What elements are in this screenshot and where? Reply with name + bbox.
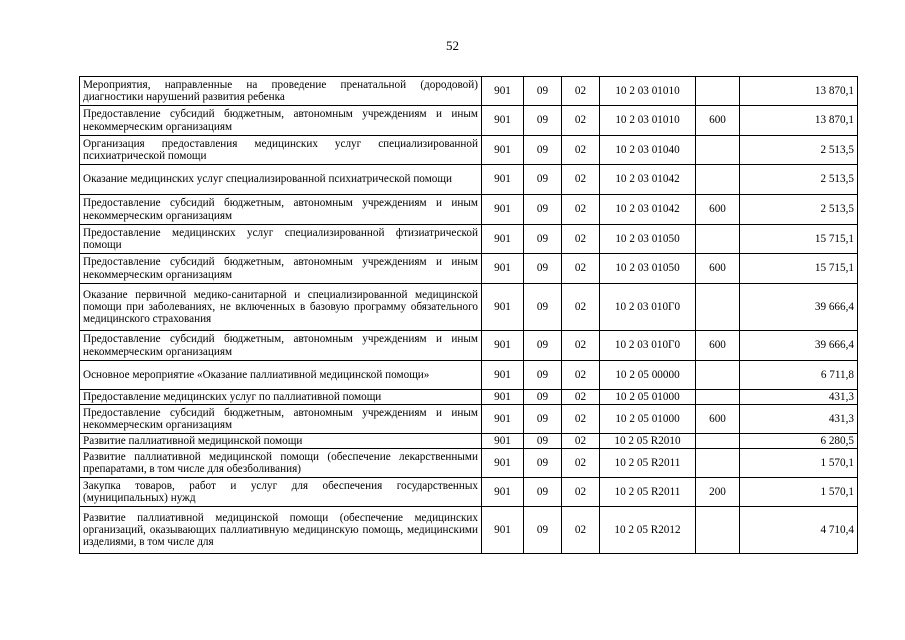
row-name-cell: Развитие паллиативной медицинской помощи [80,434,482,449]
amount-cell: 431,3 [740,390,858,405]
amount-cell: 13 870,1 [740,77,858,106]
table-row [80,254,858,284]
subsection-code-cell: 02 [562,225,600,254]
amount-cell: 2 513,5 [740,165,858,195]
ministry-code-cell: 901 [482,136,524,165]
target-code-cell: 10 2 03 01042 [600,165,696,195]
budget-table [79,76,858,554]
target-code-cell: 10 2 03 01050 [600,225,696,254]
table-row [80,434,858,449]
table-row [80,478,858,507]
table-row [80,195,858,225]
target-code-cell: 10 2 05 R2010 [600,434,696,449]
ministry-code-cell: 901 [482,106,524,136]
amount-cell: 431,3 [740,405,858,434]
target-code-cell: 10 2 05 R2011 [600,478,696,507]
ministry-code-cell: 901 [482,195,524,225]
table-row [80,390,858,405]
row-name-cell: Мероприятия, направленные на проведение пренатальной (дородовой) диагностики нарушений развития ребенка [80,77,482,106]
expense-type-cell [696,449,740,478]
subsection-code-cell: 02 [562,434,600,449]
subsection-code-cell: 02 [562,284,600,331]
expense-type-cell: 600 [696,254,740,284]
amount-cell: 39 666,4 [740,331,858,361]
page-number: 52 [446,38,459,53]
ministry-code-cell: 901 [482,361,524,390]
section-code-cell: 09 [524,165,562,195]
target-code-cell: 10 2 05 R2011 [600,449,696,478]
section-code-cell: 09 [524,106,562,136]
ministry-code-cell: 901 [482,77,524,106]
section-code-cell: 09 [524,478,562,507]
target-code-cell: 10 2 03 010Г0 [600,331,696,361]
target-code-cell: 10 2 05 01000 [600,390,696,405]
target-code-cell: 10 2 05 R2012 [600,507,696,554]
subsection-code-cell: 02 [562,449,600,478]
subsection-code-cell: 02 [562,195,600,225]
ministry-code-cell: 901 [482,331,524,361]
expense-type-cell: 600 [696,331,740,361]
amount-cell: 39 666,4 [740,284,858,331]
table-row [80,225,858,254]
subsection-code-cell: 02 [562,165,600,195]
expense-type-cell [696,361,740,390]
section-code-cell: 09 [524,77,562,106]
amount-cell: 1 570,1 [740,478,858,507]
subsection-code-cell: 02 [562,405,600,434]
amount-cell: 1 570,1 [740,449,858,478]
row-name-cell: Предоставление медицинских услуг специализированной фтизиатрической помощи [80,225,482,254]
table-row [80,449,858,478]
subsection-code-cell: 02 [562,77,600,106]
table-row [80,361,858,390]
table-row [80,405,858,434]
amount-cell: 6 711,8 [740,361,858,390]
expense-type-cell [696,284,740,331]
section-code-cell: 09 [524,361,562,390]
amount-cell: 15 715,1 [740,254,858,284]
row-name-cell: Предоставление субсидий бюджетным, автономным учреждениям и иным некоммерческим организациям [80,195,482,225]
expense-type-cell [696,165,740,195]
ministry-code-cell: 901 [482,449,524,478]
ministry-code-cell: 901 [482,225,524,254]
table-row [80,106,858,136]
subsection-code-cell: 02 [562,136,600,165]
section-code-cell: 09 [524,195,562,225]
table-row [80,507,858,554]
subsection-code-cell: 02 [562,331,600,361]
section-code-cell: 09 [524,254,562,284]
row-name-cell: Закупка товаров, работ и услуг для обеспечения государственных (муниципальных) нужд [80,478,482,507]
target-code-cell: 10 2 03 01010 [600,106,696,136]
subsection-code-cell: 02 [562,507,600,554]
amount-cell: 2 513,5 [740,195,858,225]
target-code-cell: 10 2 03 01040 [600,136,696,165]
expense-type-cell [696,507,740,554]
section-code-cell: 09 [524,225,562,254]
ministry-code-cell: 901 [482,165,524,195]
expense-type-cell [696,77,740,106]
row-name-cell: Оказание медицинских услуг специализированной психиатрической помощи [80,165,482,195]
section-code-cell: 09 [524,434,562,449]
target-code-cell: 10 2 05 00000 [600,361,696,390]
subsection-code-cell: 02 [562,254,600,284]
target-code-cell: 10 2 03 010Г0 [600,284,696,331]
table-row [80,331,858,361]
expense-type-cell: 200 [696,478,740,507]
expense-type-cell [696,390,740,405]
row-name-cell: Предоставление субсидий бюджетным, автономным учреждениям и иным некоммерческим организациям [80,254,482,284]
subsection-code-cell: 02 [562,361,600,390]
ministry-code-cell: 901 [482,284,524,331]
row-name-cell: Основное мероприятие «Оказание паллиативной медицинской помощи» [80,361,482,390]
amount-cell: 6 280,5 [740,434,858,449]
expense-type-cell: 600 [696,405,740,434]
row-name-cell: Развитие паллиативной медицинской помощи (обеспечение лекарственными препаратами, в том числе для обезболивания) [80,449,482,478]
section-code-cell: 09 [524,507,562,554]
row-name-cell: Развитие паллиативной медицинской помощи (обеспечение медицинских организаций, оказывающих паллиативную медицинскую помощь, медицинскими изделиями, в том числе для [80,507,482,554]
row-name-cell: Предоставление субсидий бюджетным, автономным учреждениям и иным некоммерческим организациям [80,106,482,136]
section-code-cell: 09 [524,284,562,331]
table-row [80,165,858,195]
section-code-cell: 09 [524,331,562,361]
expense-type-cell [696,434,740,449]
ministry-code-cell: 901 [482,405,524,434]
table-row [80,284,858,331]
ministry-code-cell: 901 [482,390,524,405]
amount-cell: 15 715,1 [740,225,858,254]
section-code-cell: 09 [524,136,562,165]
ministry-code-cell: 901 [482,507,524,554]
target-code-cell: 10 2 03 01042 [600,195,696,225]
table-row [80,136,858,165]
amount-cell: 13 870,1 [740,106,858,136]
subsection-code-cell: 02 [562,106,600,136]
target-code-cell: 10 2 03 01050 [600,254,696,284]
ministry-code-cell: 901 [482,254,524,284]
expense-type-cell: 600 [696,106,740,136]
table-body [80,77,858,554]
row-name-cell: Предоставление медицинских услуг по паллиативной помощи [80,390,482,405]
row-name-cell: Предоставление субсидий бюджетным, автономным учреждениям и иным некоммерческим организациям [80,331,482,361]
expense-type-cell: 600 [696,195,740,225]
section-code-cell: 09 [524,390,562,405]
expense-type-cell [696,225,740,254]
target-code-cell: 10 2 03 01010 [600,77,696,106]
section-code-cell: 09 [524,405,562,434]
amount-cell: 4 710,4 [740,507,858,554]
ministry-code-cell: 901 [482,434,524,449]
amount-cell: 2 513,5 [740,136,858,165]
target-code-cell: 10 2 05 01000 [600,405,696,434]
row-name-cell: Оказание первичной медико-санитарной и специализированной медицинской помощи при заболеваниях, не включенных в базовую программу обязательного медицинского страхования [80,284,482,331]
ministry-code-cell: 901 [482,478,524,507]
subsection-code-cell: 02 [562,390,600,405]
subsection-code-cell: 02 [562,478,600,507]
row-name-cell: Предоставление субсидий бюджетным, автономным учреждениям и иным некоммерческим организациям [80,405,482,434]
table-row [80,77,858,106]
section-code-cell: 09 [524,449,562,478]
row-name-cell: Организация предоставления медицинских услуг специализированной психиатрической помощи [80,136,482,165]
expense-type-cell [696,136,740,165]
